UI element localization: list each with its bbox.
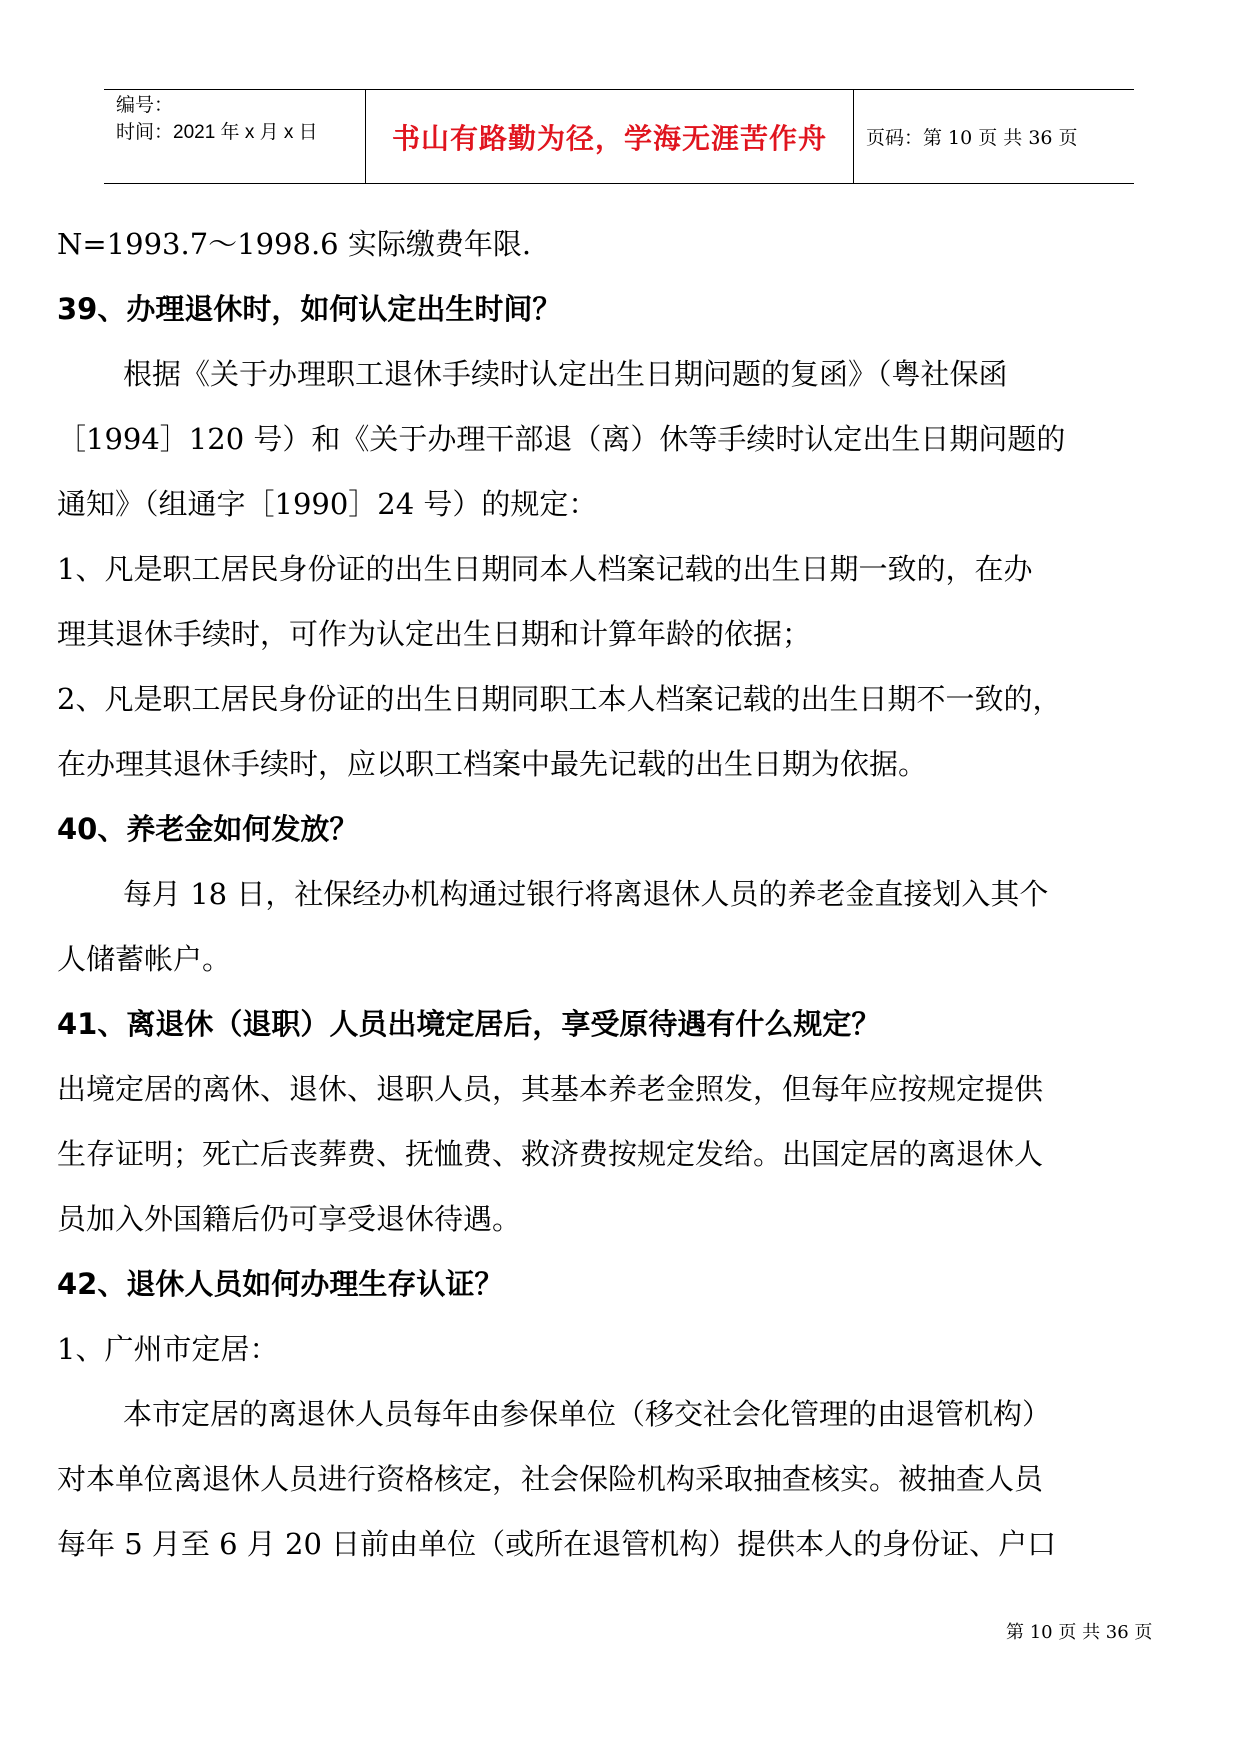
header-meta [104, 90, 366, 183]
body-line: 在办理其退休手续时，应以职工档案中最先记载的出生日期为依据。 [57, 747, 928, 781]
body-line: ［1994］120 号）和《关于办理干部退（离）休等手续时认定出生日期问题的 [57, 422, 1066, 456]
body-line: 1、凡是职工居民身份证的出生日期同本人档案记载的出生日期一致的，在办 [57, 552, 1033, 586]
header-page-info: 页码：第 10 页 共 36 页 [866, 127, 1078, 149]
body-line: 1、广州市定居： [57, 1332, 279, 1366]
page-footer: 第 10 页 共 36 页 [1006, 1622, 1153, 1643]
body-line: N=1993.7～1998.6 实际缴费年限. [57, 227, 532, 261]
body-line: 理其退休手续时，可作为认定出生日期和计算年龄的依据； [57, 617, 812, 651]
body-line: 通知》（组通字［1990］24 号）的规定： [57, 487, 598, 521]
body-line: 根据《关于办理职工退休手续时认定出生日期问题的复函》（粤社保函 [123, 357, 1008, 391]
body-line: 本市定居的离退休人员每年由参保单位（移交社会化管理的由退管机构） [123, 1397, 1052, 1431]
body-line: 每年 5 月至 6 月 20 日前由单位（或所在退管机构）提供本人的身份证、户口 [57, 1527, 1057, 1561]
body-line: 员加入外国籍后仍可享受退休待遇。 [57, 1202, 522, 1236]
page-header [104, 89, 1134, 184]
document-body [57, 212, 1187, 1577]
body-line: 出境定居的离休、退休、退职人员，其基本养老金照发，但每年应按规定提供 [57, 1072, 1044, 1106]
body-line: 人储蓄帐户。 [57, 942, 232, 976]
body-line: 对本单位离退休人员进行资格核定，社会保险机构采取抽查核实。被抽查人员 [57, 1462, 1044, 1496]
question-heading: 39、办理退休时，如何认定出生时间？ [57, 292, 562, 326]
header-motto: 书山有路勤为径，学海无涯苦作舟 [366, 90, 854, 183]
question-heading: 40、养老金如何发放？ [57, 812, 359, 846]
question-heading: 42、退休人员如何办理生存认证？ [57, 1267, 504, 1301]
document-number-label: 编号： [116, 95, 174, 116]
document-time-label: 时间：2021 年 x 月 x 日 [116, 122, 318, 143]
body-line: 2、凡是职工居民身份证的出生日期同职工本人档案记载的出生日期不一致的， [57, 682, 1062, 716]
question-heading: 41、离退休（退职）人员出境定居后，享受原待遇有什么规定？ [57, 1007, 881, 1041]
body-line: 每月 18 日，社保经办机构通过银行将离退休人员的养老金直接划入其个 [123, 877, 1049, 911]
body-line: 生存证明；死亡后丧葬费、抚恤费、救济费按规定发给。出国定居的离退休人 [57, 1137, 1044, 1171]
